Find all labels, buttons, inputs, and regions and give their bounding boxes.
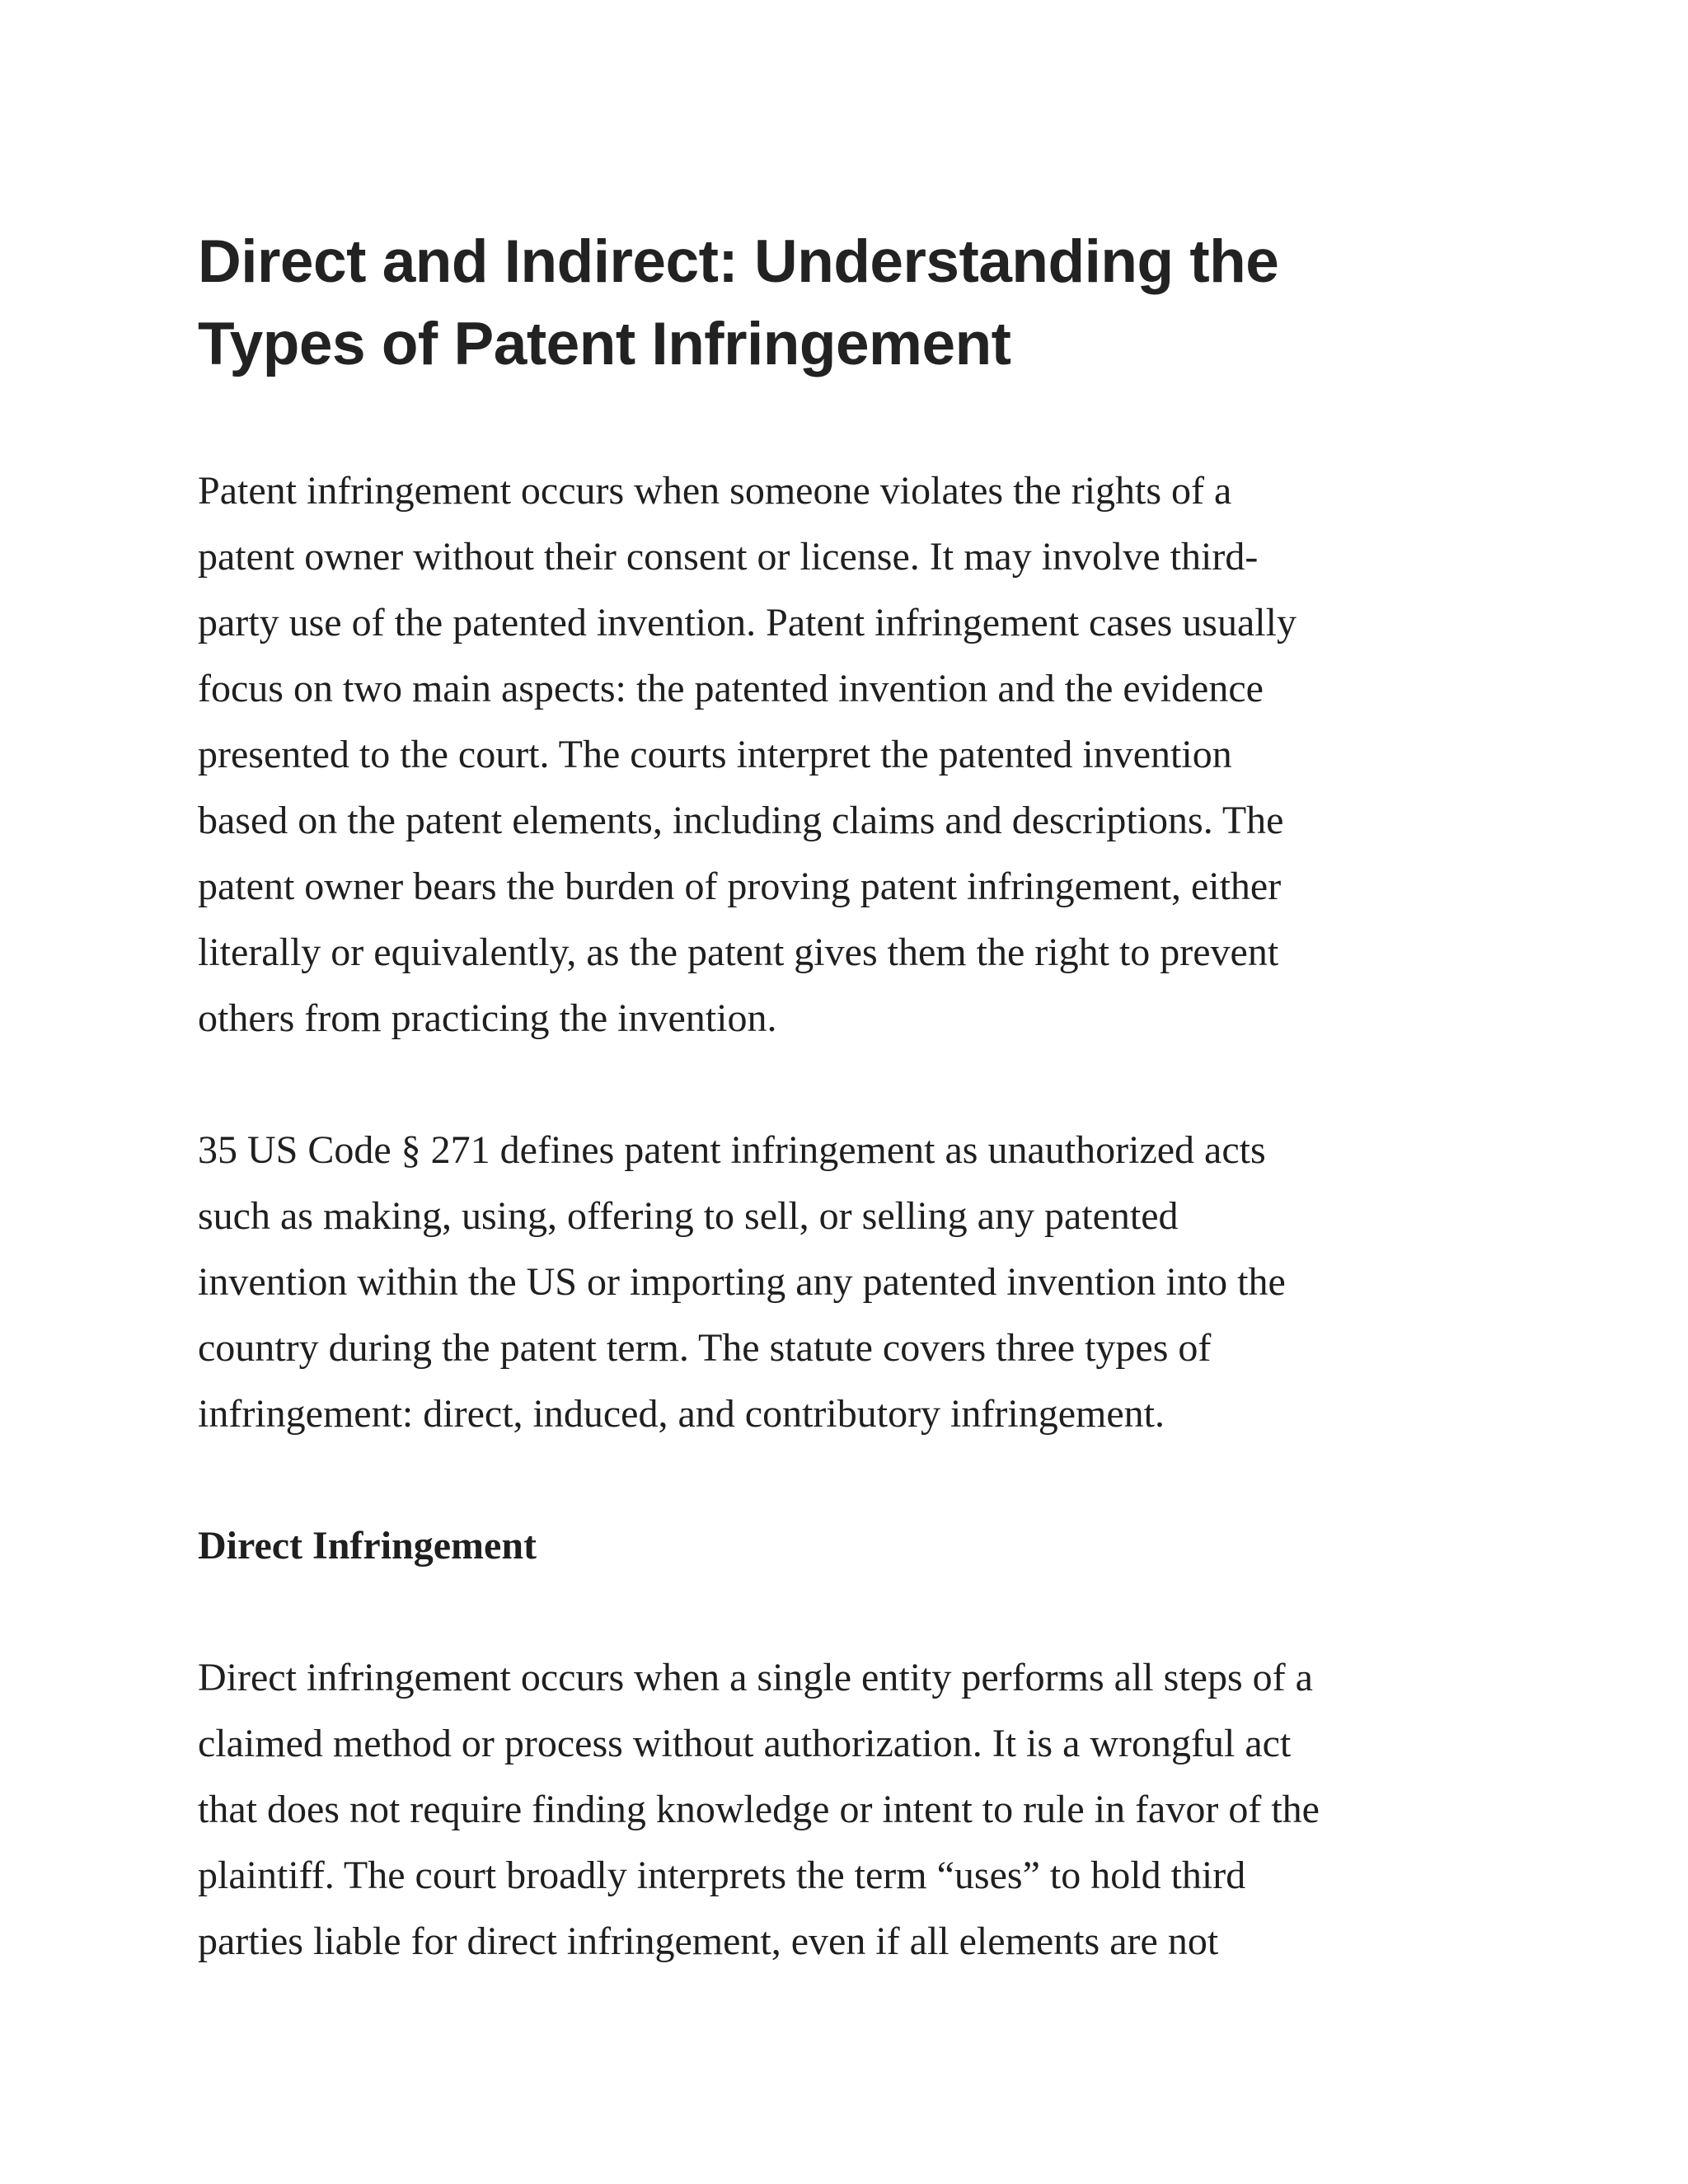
article-title-line: Types of Patent Infringement xyxy=(198,311,1011,377)
section-heading: Direct Infringement xyxy=(198,1524,537,1568)
text-line: Direct infringement occurs when a single entity performs all steps of a xyxy=(198,1656,1313,1699)
intro-paragraph xyxy=(198,458,1500,1052)
statute-paragraph xyxy=(198,1118,1500,1447)
text-line: others from practicing the invention. xyxy=(198,996,777,1040)
text-line: literally or equivalently, as the patent gives them the right to prevent xyxy=(198,930,1279,974)
text-line: invention within the US or importing any patented invention into the xyxy=(198,1260,1286,1304)
text-line: infringement: direct, induced, and contributory infringement. xyxy=(198,1392,1165,1436)
text-line: patent owner without their consent or license. It may involve third- xyxy=(198,535,1259,579)
text-line: focus on two main aspects: the patented invention and the evidence xyxy=(198,667,1264,710)
text-line: such as making, using, offering to sell, or selling any patented xyxy=(198,1194,1179,1238)
article-title-line: Direct and Indirect: Understanding the xyxy=(198,228,1279,295)
text-line: patent owner bears the burden of proving patent infringement, either xyxy=(198,865,1282,908)
direct-infringement-paragraph xyxy=(198,1645,1500,1975)
text-line: 35 US Code § 271 defines patent infringement as unauthorized acts xyxy=(198,1128,1266,1172)
text-line: presented to the court. The courts interpret the patented invention xyxy=(198,733,1232,776)
text-line: parties liable for direct infringement, even if all elements are not xyxy=(198,1919,1219,1963)
text-line: Patent infringement occurs when someone violates the rights of a xyxy=(198,469,1232,513)
article-title xyxy=(198,221,1500,386)
text-line: claimed method or process without authorization. It is a wrongful act xyxy=(198,1722,1292,1765)
text-line: country during the patent term. The statute covers three types of xyxy=(198,1326,1212,1370)
text-line: based on the patent elements, including claims and descriptions. The xyxy=(198,799,1284,842)
text-line: plaintiff. The court broadly interprets the term “uses” to hold third xyxy=(198,1854,1246,1897)
text-line: party use of the patented invention. Patent infringement cases usually xyxy=(198,601,1296,644)
text-line: that does not require finding knowledge or intent to rule in favor of the xyxy=(198,1788,1320,1831)
